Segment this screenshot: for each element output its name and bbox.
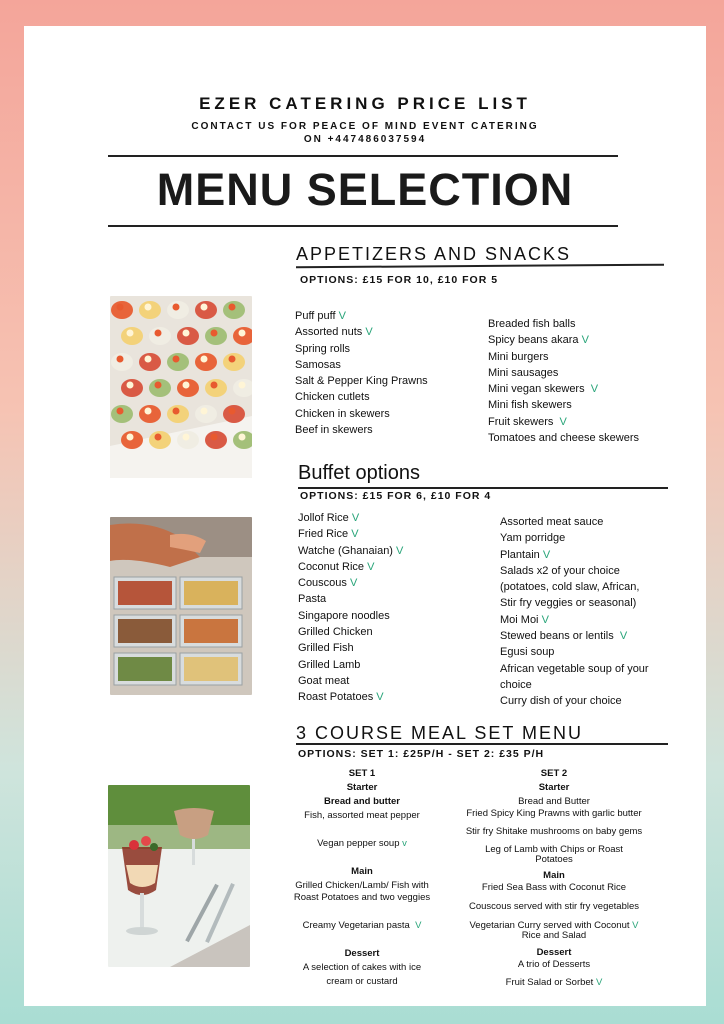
set-2-title: SET 2 [540,768,568,779]
buffet-underline [298,487,668,489]
buffet-list-left [298,510,488,706]
course-options: OPTIONS: SET 1: £25P/H - SET 2: £35 P/H [298,748,545,760]
list-item: Mini sausages [488,366,559,379]
set-2-main-4: Rice and Salad [521,930,587,941]
set-2-main-3: Vegetarian Curry served with Coconut V [469,920,639,931]
course-title: 3 COURSE MEAL SET MENU [296,723,584,743]
list-item: Coconut Rice V [298,560,375,573]
set-1-starter-heading: Starter [346,782,378,793]
set-2-dessert-heading: Dessert [536,947,572,958]
contact-line [24,120,706,146]
list-item: Curry dish of your choice [500,695,622,708]
set-1-starter-2: Vegan pepper soup v [317,838,407,849]
list-item: Fruit skewers V [488,415,567,428]
list-item: Salt & Pepper King Prawns [295,375,428,388]
set-1-main-2: Roast Potatoes and two veggies [293,892,431,903]
set-2-dessert-2: Fruit Salad or Sorbet V [505,977,603,988]
appetizers-list-right [488,316,698,446]
list-item: Fried Rice V [298,528,359,541]
set-1-column [282,768,442,988]
list-item: (potatoes, cold slaw, African, [500,581,640,594]
list-item: Plantain V [500,548,551,561]
list-item: Spring rolls [295,342,351,355]
list-item: Singapore noodles [298,609,390,622]
list-item: Breaded fish balls [488,318,576,330]
set-2-starter-2: Fried Spicy King Prawns with garlic butter [466,808,642,819]
buffet-options: OPTIONS: £15 FOR 6, £10 FOR 4 [300,490,492,502]
list-item: Watche (Ghanaian) V [298,544,404,557]
list-item: Stir fry veggies or seasonal) [500,597,637,610]
course-underline [296,743,668,745]
contact-line-2: ON +447486037594 [303,134,427,145]
set-1-dessert-2: cream or custard [326,976,398,987]
menu-heading: MENU SELECTION [156,164,574,215]
buffet-trays-image [110,517,252,695]
list-item: Grilled Fish [298,642,354,655]
set-1-main-3: Creamy Vegetarian pasta V [302,920,422,931]
list-item: Stewed beans or lentils V [500,630,628,643]
set-2-dessert-1: A trio of Desserts [517,959,591,970]
list-item: Grilled Chicken [298,626,373,639]
set-2-starter-1: Bread and Butter [518,796,590,807]
list-item: Mini burgers [488,350,549,363]
canape-platter-image [110,296,252,478]
list-item: Mini vegan skewers V [488,383,599,396]
set-1-main-1: Grilled Chicken/Lamb/ Fish with [295,880,429,891]
list-item: Jollof Rice V [298,512,360,524]
list-item: Pasta [298,593,327,606]
appetizers-options: OPTIONS: £15 FOR 10, £10 FOR 5 [300,274,499,286]
list-item: Chicken in skewers [295,407,390,420]
appetizers-title: APPETIZERS AND SNACKS [296,244,572,264]
list-item: Mini fish skewers [488,399,572,412]
set-1-starter-1: Fish, assorted meat pepper [304,810,420,821]
list-item: Puff puff V [295,310,346,322]
price-list-page [24,26,706,1006]
set-2-main-2: Couscous served with stir fry vegetables [468,901,640,912]
list-item: Roast Potatoes V [298,691,384,704]
set-1-starter-sub: Bread and butter [323,796,400,807]
appetizers-photo [110,296,252,478]
appetizers-list-left [295,308,480,438]
list-item: Assorted meat sauce [500,516,604,528]
set-2-starter-4: Leg of Lamb with Chips or Roast [485,844,623,855]
list-item: Goat meat [298,674,350,687]
dessert-glass-image [108,785,250,967]
buffet-photo [110,517,252,695]
list-item: choice [500,678,532,691]
set-1-title: SET 1 [348,768,376,779]
contact-line-1: CONTACT US FOR PEACE OF MIND EVENT CATERING [191,121,539,132]
list-item: Assorted nuts V [295,326,373,339]
set-1-main-heading: Main [351,866,373,877]
list-item: Salads x2 of your choice [500,564,620,577]
list-item: Tomatoes and cheese skewers [488,432,640,445]
list-item: Grilled Lamb [298,658,361,671]
set-2-starter-heading: Starter [538,782,570,793]
set-2-main-1: Fried Sea Bass with Coconut Rice [481,882,627,893]
header-divider-bottom [108,225,618,227]
set-2-column [456,768,652,989]
buffet-title: Buffet options [298,462,420,484]
list-item: Chicken cutlets [295,391,370,404]
list-item: Beef in skewers [295,424,373,437]
buffet-list-right [500,514,700,710]
list-item: Spicy beans akara V [488,334,589,347]
list-item: African vegetable soup of your [500,662,649,675]
list-item: Samosas [295,358,341,371]
set-1-dessert-heading: Dessert [344,948,380,959]
header-divider-top [108,155,618,157]
set-2-main-heading: Main [543,870,565,881]
set-2-starter-3: Stir fry Shitake mushrooms on baby gems [465,826,643,837]
page-header-title: EZER CATERING PRICE LIST [199,94,531,113]
list-item: Egusi soup [500,646,555,659]
list-item: Yam porridge [500,532,566,545]
set-1-dessert-1: A selection of cakes with ice [302,962,422,973]
dessert-photo [108,785,250,967]
list-item: Moi Moi V [500,613,549,626]
list-item: Couscous V [298,577,358,590]
set-2-starter-5: Potatoes [535,854,573,865]
